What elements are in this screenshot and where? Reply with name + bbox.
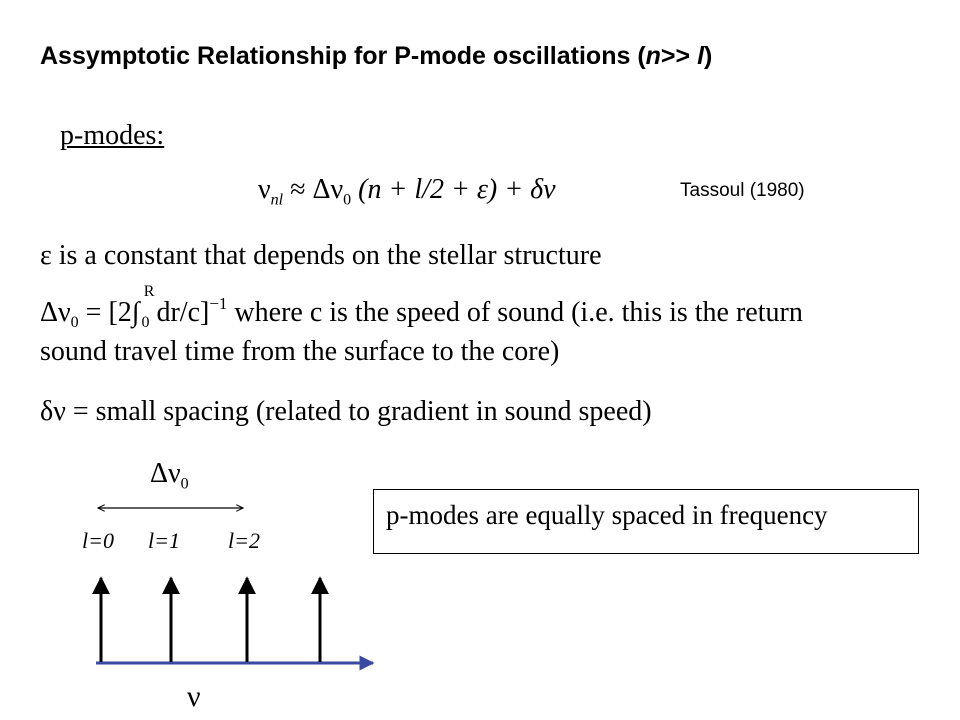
note-box: p-modes are equally spaced in frequency xyxy=(373,489,919,554)
epsilon-description: ε is a constant that depends on the stellar structure xyxy=(40,240,602,271)
asymptotic-formula: $\nu_{nl} \approx \Delta\nu_0$ (n + l/2 + ε) + δν xyxy=(258,174,556,209)
citation: Tassoul (1980) xyxy=(680,180,805,201)
spacing-label: $\Delta\nu_0$ xyxy=(150,458,189,493)
delta-nu0-definition-continued: sound travel time from the surface to the core) xyxy=(40,336,560,367)
delta-nu0-definition: $\Delta\nu_0 = [2\int$ R $_0$ dr/c]$^{-1}$ where c is the speed of sound (i.e. this is the return xyxy=(40,283,803,331)
integral-symbol: ∫ R xyxy=(131,283,155,328)
mode-label-l2: l=2 xyxy=(228,528,260,553)
mode-label-l1: l=1 xyxy=(148,528,180,553)
slide-title: Assymptotic Relationship for P-mode oscillations (n>> l) xyxy=(40,42,713,70)
small-spacing-description: δν = small spacing (related to gradient in sound speed) xyxy=(40,396,652,427)
section-heading: p-modes: xyxy=(60,120,165,151)
mode-label-l0: l=0 xyxy=(82,528,114,553)
frequency-axis-label: ν xyxy=(187,680,201,713)
